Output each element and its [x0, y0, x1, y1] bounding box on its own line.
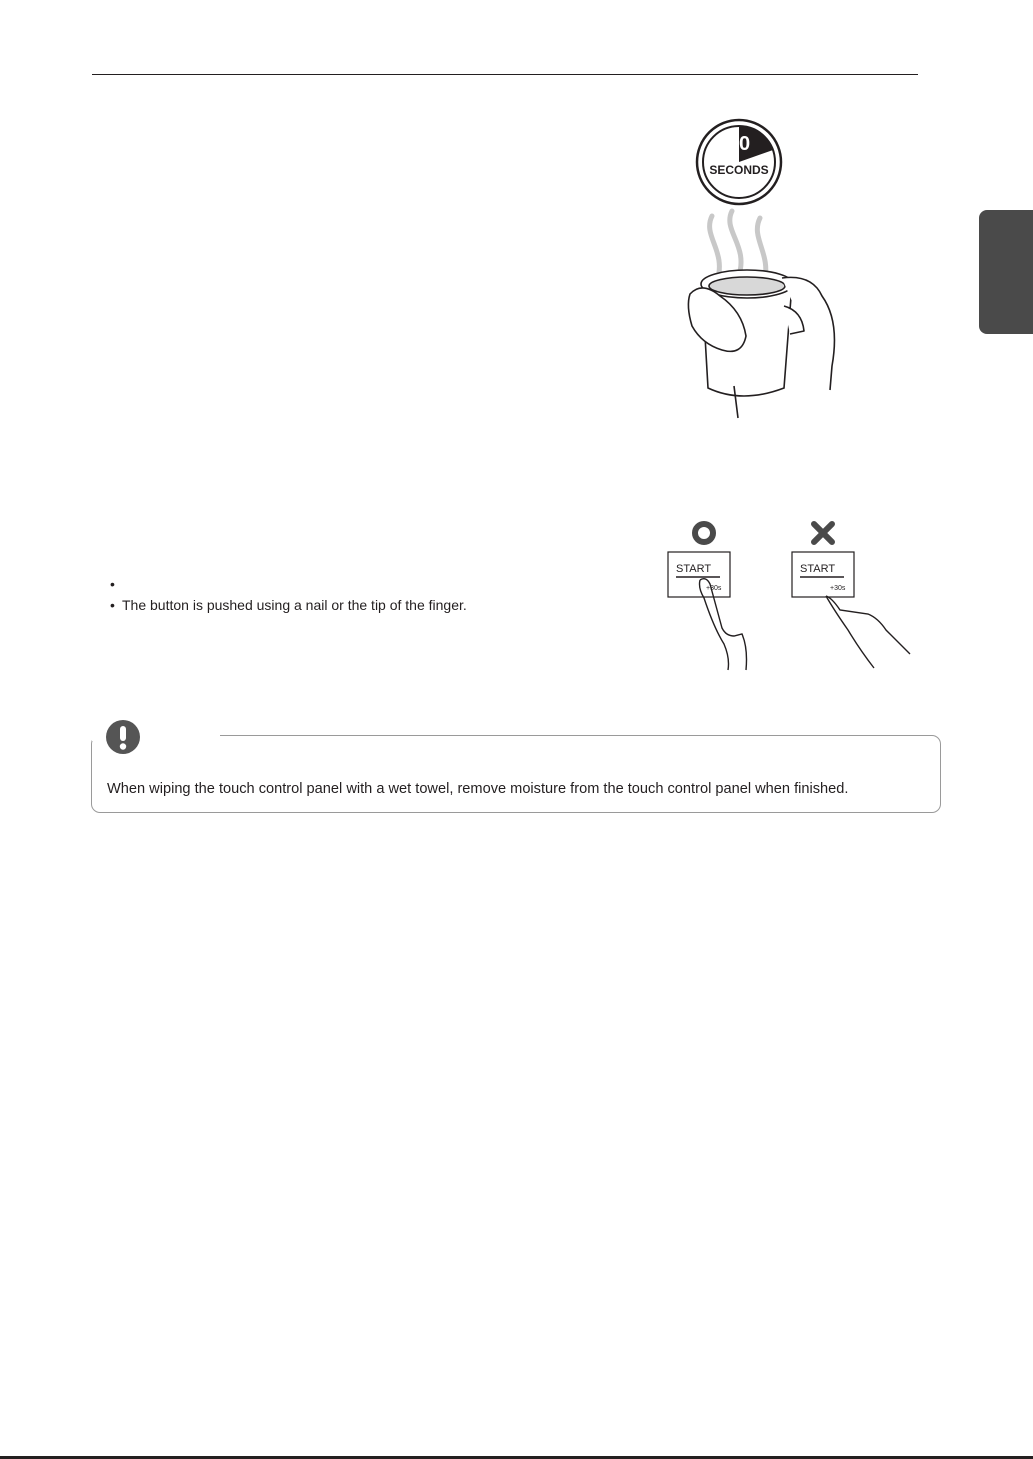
timer-label: SECONDS [709, 163, 769, 177]
wrong-mark-icon [814, 524, 832, 542]
timer-badge [697, 120, 781, 204]
start-label-wrong: START [800, 563, 836, 575]
usage-bullet-list [110, 574, 467, 616]
start-button-correct [668, 552, 747, 670]
note-box [91, 735, 941, 813]
heat-cup-illustration [672, 106, 852, 424]
touch-usage-illustration [664, 518, 920, 674]
timer-number: 30 [727, 133, 751, 155]
exclamation-icon [104, 718, 142, 756]
start-sublabel-wrong: +30s [830, 585, 846, 592]
note-text: When wiping the touch control panel with a wet towel, remove moisture from the touch control panel when finished. [107, 781, 849, 797]
section-tab [979, 210, 1033, 334]
start-sublabel-correct: +30s [706, 585, 722, 592]
header-rule [92, 74, 918, 75]
bullet-item [110, 574, 467, 595]
start-label-correct: START [676, 563, 712, 575]
correct-mark-icon [695, 524, 713, 542]
start-button-wrong [792, 552, 910, 668]
bullet-dot: • [110, 597, 115, 613]
bullet-text: The button is pushed using a nail or the tip of the finger. [122, 597, 467, 613]
bullet-item [110, 595, 467, 616]
bullet-dot: • [110, 576, 115, 592]
